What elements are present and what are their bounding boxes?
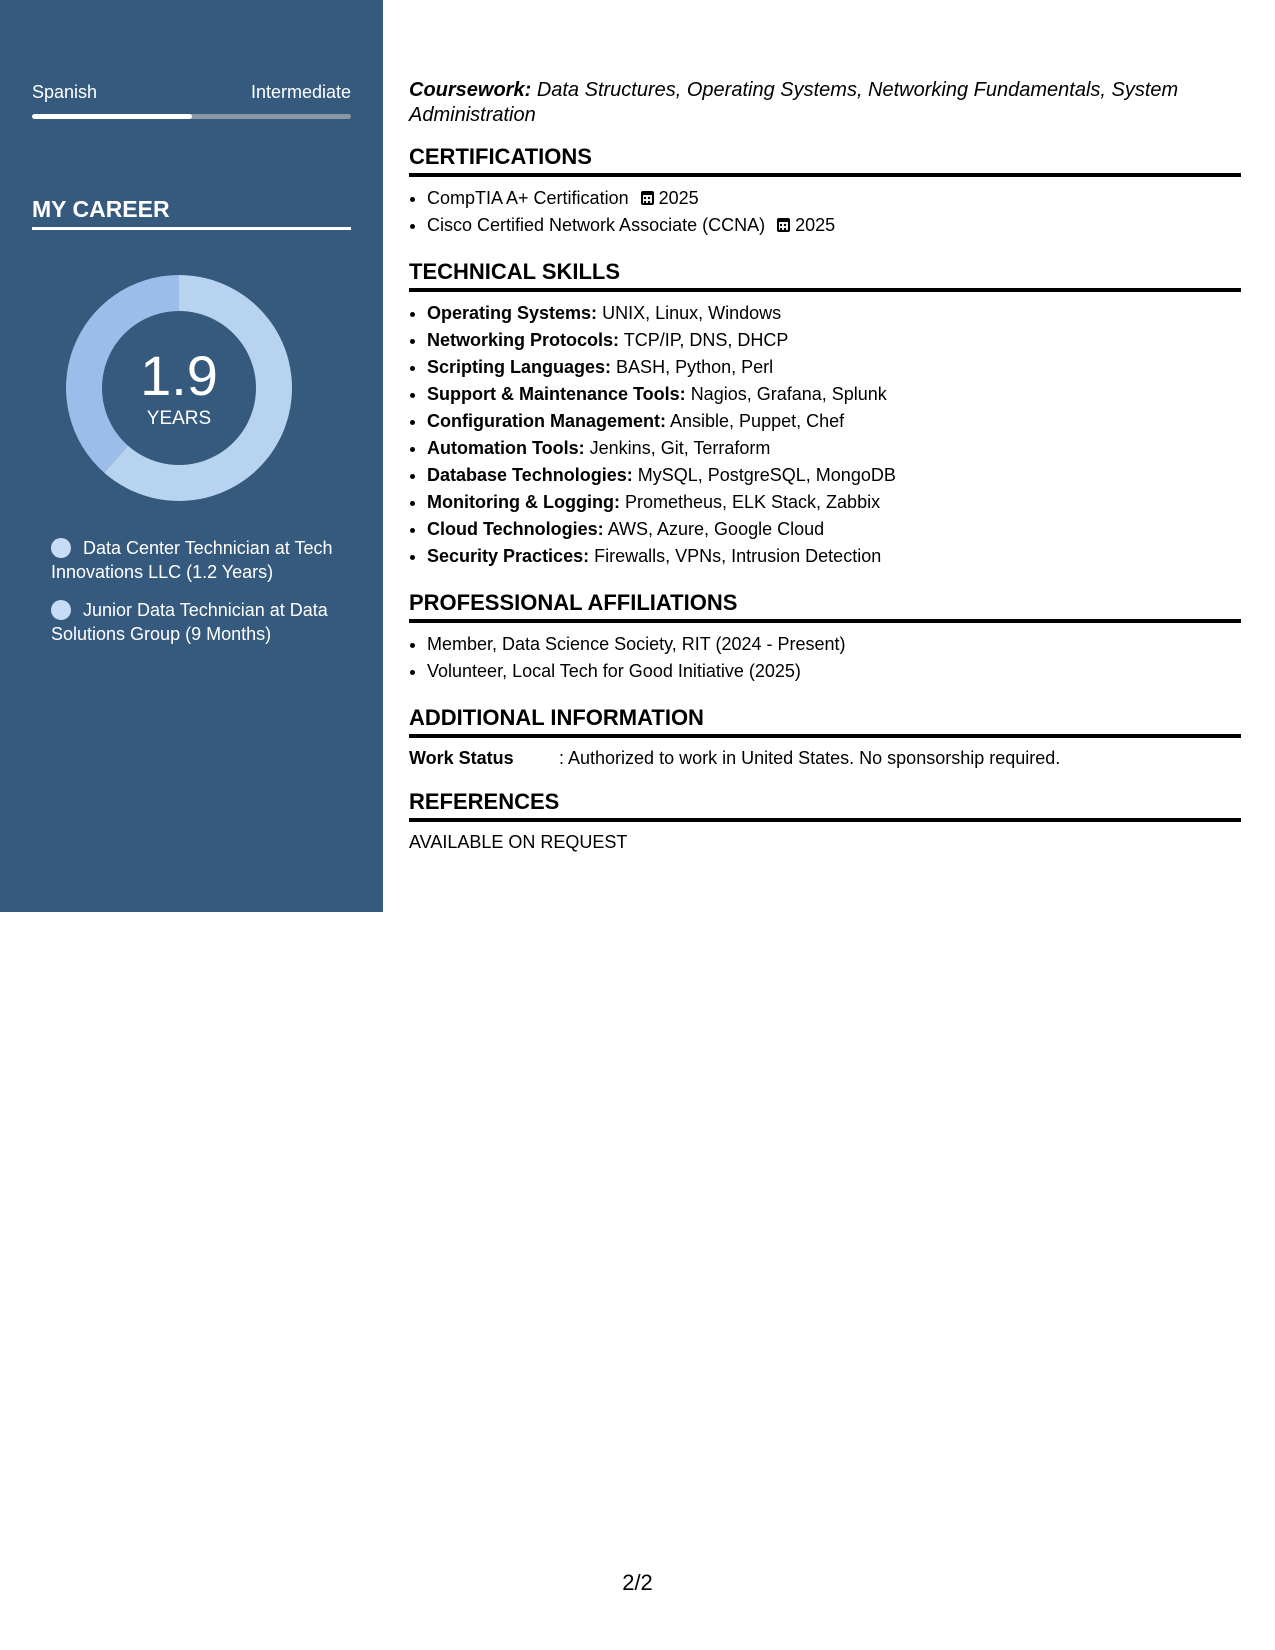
list-item	[427, 516, 1241, 543]
references-heading: REFERENCES	[409, 789, 1241, 822]
language-level: Intermediate	[250, 82, 351, 102]
skill-label: Support & Maintenance Tools:	[427, 384, 686, 404]
work-status-label: Work Status	[409, 748, 514, 768]
certifications-list	[409, 185, 1241, 239]
technical-skills-heading: TECHNICAL SKILLS	[409, 259, 1241, 292]
skill-value: Nagios, Grafana, Splunk	[690, 384, 887, 404]
skill-label: Cloud Technologies:	[427, 519, 604, 539]
main-content	[409, 78, 1241, 855]
calendar-icon	[777, 218, 790, 232]
sidebar	[0, 0, 383, 912]
list-item	[427, 435, 1241, 462]
experience-years-value: 1.9	[140, 344, 218, 407]
career-heading: MY CAREER	[32, 196, 351, 230]
bullet-dot-icon	[51, 538, 71, 558]
skill-label: Database Technologies:	[427, 465, 633, 485]
work-status-row	[409, 746, 1241, 771]
list-item	[427, 462, 1241, 489]
coursework-label: Coursework:	[409, 79, 532, 101]
skill-label: Scripting Languages:	[427, 357, 612, 377]
list-item	[427, 327, 1241, 354]
references-text: AVAILABLE ON REQUEST	[409, 832, 628, 852]
skill-label: Networking Protocols:	[427, 330, 620, 350]
list-item	[427, 408, 1241, 435]
list-item	[427, 354, 1241, 381]
certification-name: CompTIA A+ Certification	[427, 188, 629, 208]
page-number: 2/2	[622, 1570, 653, 1595]
language-name: Spanish	[32, 82, 98, 102]
language-row	[32, 82, 351, 103]
skill-value: MySQL, PostgreSQL, MongoDB	[637, 465, 896, 485]
skill-value: Firewalls, VPNs, Intrusion Detection	[594, 546, 882, 566]
skill-label: Security Practices:	[427, 546, 590, 566]
language-proficiency-fill	[32, 114, 192, 119]
skill-value: UNIX, Linux, Windows	[602, 303, 782, 323]
bullet-dot-icon	[51, 600, 71, 620]
career-item	[51, 536, 351, 584]
additional-info-heading: ADDITIONAL INFORMATION	[409, 705, 1241, 738]
skill-value: TCP/IP, DNS, DHCP	[623, 330, 789, 350]
list-item	[427, 185, 1241, 212]
skill-value: Prometheus, ELK Stack, Zabbix	[624, 492, 881, 512]
skill-value: Ansible, Puppet, Chef	[670, 411, 845, 431]
skill-value: Jenkins, Git, Terraform	[589, 438, 771, 458]
career-item-text: Data Center Technician at Tech Innovations LLC (1.2 Years)	[51, 538, 333, 582]
affiliations-heading: PROFESSIONAL AFFILIATIONS	[409, 590, 1241, 623]
affiliations-list	[409, 631, 1241, 685]
skill-label: Monitoring & Logging:	[427, 492, 620, 512]
list-item	[427, 212, 1241, 239]
career-list	[51, 536, 351, 660]
list-item	[427, 489, 1241, 516]
work-status-value: : Authorized to work in United States. No sponsorship required.	[559, 748, 1061, 768]
skill-value: BASH, Python, Perl	[616, 357, 774, 377]
career-item	[51, 598, 351, 646]
experience-years-unit: YEARS	[146, 408, 212, 429]
list-item	[427, 381, 1241, 408]
skill-label: Operating Systems:	[427, 303, 598, 323]
coursework-text: Data Structures, Operating Systems, Networking Fundamentals, System Administration	[409, 79, 1179, 126]
language-proficiency-bar	[32, 114, 351, 119]
list-item	[427, 543, 1241, 570]
skill-value: AWS, Azure, Google Cloud	[607, 519, 825, 539]
coursework	[409, 78, 1241, 128]
skill-label: Configuration Management:	[427, 411, 666, 431]
calendar-icon	[641, 191, 654, 205]
certification-name: Cisco Certified Network Associate (CCNA)	[427, 215, 766, 235]
certifications-heading: CERTIFICATIONS	[409, 144, 1241, 177]
technical-skills-list	[409, 300, 1241, 570]
certification-year: 2025	[658, 188, 699, 208]
list-item	[427, 300, 1241, 327]
skill-label: Automation Tools:	[427, 438, 585, 458]
career-item-text: Junior Data Technician at Data Solutions Group (9 Months)	[51, 600, 328, 644]
list-item: • Volunteer, Local Tech for Good Initiative (2025)	[427, 658, 1241, 685]
list-item: • Member, Data Science Society, RIT (2024 - Present)	[427, 631, 1241, 658]
certification-year: 2025	[795, 215, 836, 235]
